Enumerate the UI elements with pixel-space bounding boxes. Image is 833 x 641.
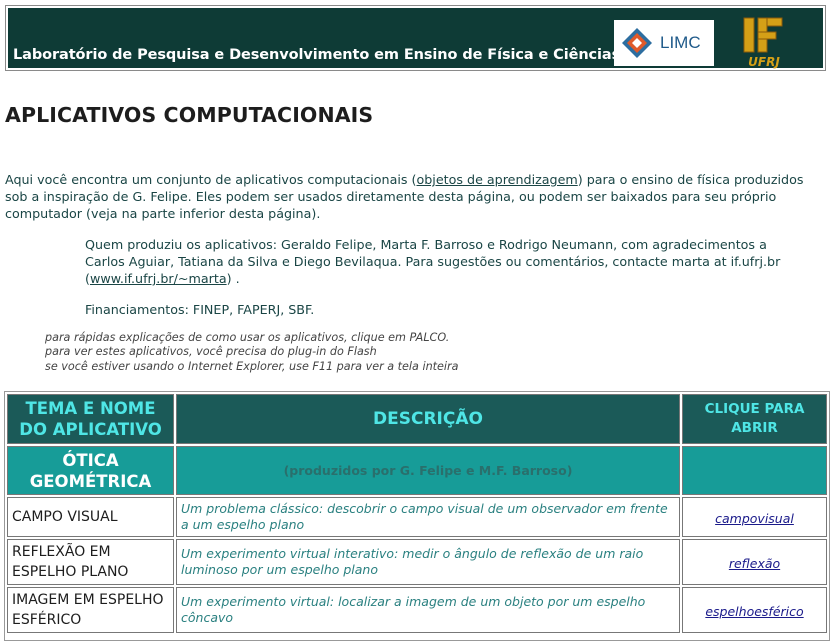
- app-desc-espelho-esferico: Um experimento virtual: localizar a imagem de um objeto por um espelho côncavo: [176, 587, 680, 633]
- section-title: ÓTICA GEOMÉTRICA: [7, 446, 174, 495]
- app-open-cell: [682, 587, 827, 633]
- app-name-reflexao: REFLEXÃO EM ESPELHO PLANO: [7, 539, 174, 585]
- credits-text: Quem produziu os aplicativos: Geraldo Felipe, Marta F. Barroso e Rodrigo Neumann, com agradecimentos a Carlos Aguiar, Tatiana da Silva e Diego Bevilaqua. Para sugestões ou comentários, contacte marta at if.ufrj.br (: [85, 237, 781, 286]
- applications-table: [4, 391, 830, 641]
- limc-diamond-icon: [620, 26, 654, 60]
- banner-title: Laboratório de Pesquisa e Desenvolvimento em Ensino de Física e Ciências: [13, 47, 621, 63]
- marta-homepage-link[interactable]: www.if.ufrj.br/~marta: [89, 271, 227, 286]
- app-name-campo-visual: CAMPO VISUAL: [7, 497, 174, 537]
- ufrj-logo[interactable]: [738, 14, 790, 70]
- header-banner: [5, 5, 826, 71]
- note-flash-plugin: para ver estes aplicativos, você precisa do plug-in do Flash: [45, 345, 377, 359]
- credits-paragraph: [85, 236, 810, 287]
- app-open-cell: [682, 497, 827, 537]
- app-desc-reflexao: Um experimento virtual interativo: medir o ângulo de reflexão de um raio luminoso por um espelho plano: [176, 539, 680, 585]
- learning-objects-link[interactable]: objetos de aprendizagem: [416, 172, 578, 187]
- funding-text: Financiamentos: FINEP, FAPERJ, SBF.: [85, 302, 315, 317]
- open-espelhoesferico-link[interactable]: espelhoesférico: [705, 603, 804, 619]
- section-credits: (produzidos por G. Felipe e M.F. Barroso): [176, 446, 680, 495]
- section-row-optics: [7, 446, 827, 495]
- table-row: [7, 587, 827, 633]
- app-desc-campo-visual: Um problema clássico: descobrir o campo visual de um observador em frente a um espelho plano: [176, 497, 680, 537]
- intro-paragraph: [5, 171, 805, 222]
- table-header-row: [7, 394, 827, 444]
- intro-text-1: Aqui você encontra um conjunto de aplicativos computacionais (: [5, 172, 417, 187]
- credits-tail: ) .: [226, 271, 240, 286]
- note-fullscreen: se você estiver usando o Internet Explorer, use F11 para ver a tela inteira: [45, 359, 459, 373]
- note-palco: para rápidas explicações de como usar os aplicativos, clique em PALCO.: [45, 331, 450, 344]
- page-title: APLICATIVOS COMPUTACIONAIS: [5, 103, 374, 127]
- limc-logo[interactable]: [614, 20, 714, 66]
- section-empty-cell: [682, 446, 827, 495]
- open-reflexao-link[interactable]: reflexão: [728, 555, 781, 571]
- table-row: [7, 539, 827, 585]
- app-open-cell: [682, 539, 827, 585]
- header-theme-name: TEMA E NOME DO APLICATIVO: [7, 394, 174, 444]
- header-description: DESCRIÇÃO: [176, 394, 680, 444]
- ufrj-logo-text: UFRJ: [748, 55, 780, 69]
- table-row: [7, 497, 827, 537]
- header-banner-inner: [8, 8, 823, 68]
- limc-logo-text: LIMC: [660, 33, 701, 52]
- usage-notes: [45, 331, 459, 374]
- open-campovisual-link[interactable]: campovisual: [715, 510, 794, 526]
- intro-text-2: ) para o ensino de física produzidos sob a inspiração de G. Felipe. Eles podem ser usados diretamente desta página, ou podem ser baixados para seu próprio computador (veja na parte inferior desta página).: [5, 172, 804, 221]
- header-click-to-open: CLIQUE PARA ABRIR: [682, 394, 827, 444]
- app-name-espelho-esferico: IMAGEM EM ESPELHO ESFÉRICO: [7, 587, 174, 633]
